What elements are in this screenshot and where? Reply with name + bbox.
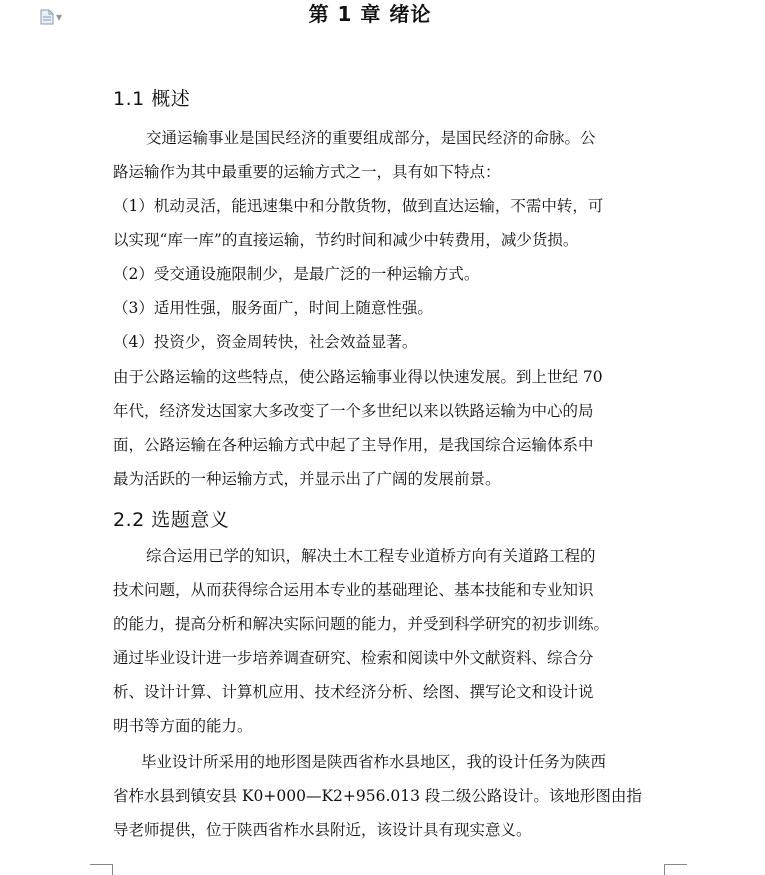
list-item-4 (113, 325, 665, 359)
list-item-3 (113, 291, 665, 325)
paragraph-design-task (113, 745, 665, 847)
page-margin-marker-right (664, 864, 687, 875)
chapter-title: 第 1 章 绪论 (308, 2, 432, 26)
text-line: 交通运输事业是国民经济的重要组成部分，是国民经济的命脉。公 (146, 129, 596, 147)
text-line: （3）适用性强，服务面广，时间上随意性强。 (113, 299, 433, 317)
text-line: （1）机动灵活，能迅速集中和分散货物，做到直达运输，不需中转，可 (113, 197, 604, 215)
list-item-2 (113, 257, 665, 291)
paragraph-intro (113, 121, 665, 189)
section-heading-overview: 1.1 概述 (113, 88, 191, 110)
text-line: 析、设计计算、计算机应用、技术经济分析、绘图、撰写论文和设计说 (113, 683, 594, 701)
text-line: 导老师提供，位于陕西省柞水县附近，该设计具有现实意义。 (113, 821, 532, 839)
text-line: 由于公路运输的这些特点，使公路运输事业得以快速发展。到上世纪 70 (113, 368, 603, 386)
section-heading-significance: 2.2 选题意义 (113, 509, 230, 531)
text-line: 综合运用已学的知识，解决土木工程专业道桥方向有关道路工程的 (146, 547, 596, 565)
list-item-1 (113, 189, 665, 257)
chevron-down-icon: ▼ (56, 12, 63, 22)
text-line: 年代，经济发达国家大多改变了一个多世纪以来以铁路运输为中心的局 (113, 402, 594, 420)
text-line: （4）投资少，资金周转快，社会效益显著。 (113, 333, 418, 351)
page-margin-marker-left (90, 864, 113, 875)
text-line: 明书等方面的能力。 (113, 717, 253, 735)
text-line: 毕业设计所采用的地形图是陕西省柞水县地区，我的设计任务为陕西 (141, 753, 607, 771)
paragraph-development (113, 360, 665, 496)
text-line: 以实现“库一库”的直接运输，节约时间和减少中转费用，减少货损。 (113, 231, 579, 249)
text-line: 路运输作为其中最重要的运输方式之一，具有如下特点： (113, 163, 501, 181)
paragraph-significance (113, 539, 665, 743)
text-line: 面，公路运输在各种运输方式中起了主导作用，是我国综合运输体系中 (113, 436, 594, 454)
text-line: （2）受交通设施限制少，是最广泛的一种运输方式。 (113, 265, 480, 283)
text-line: 省柞水县到镇安县 K0+000—K2+956.013 段二级公路设计。该地形图由指 (113, 787, 642, 805)
text-line: 通过毕业设计进一步培养调查研究、检索和阅读中外文献资料、综合分 (113, 649, 594, 667)
text-line: 最为活跃的一种运输方式，并显示出了广阔的发展前景。 (113, 470, 501, 488)
text-line: 技术问题，从而获得综合运用本专业的基础理论、基本技能和专业知识 (113, 581, 594, 599)
text-line: 的能力，提高分析和解决实际问题的能力，并受到科学研究的初步训练。 (113, 615, 610, 633)
